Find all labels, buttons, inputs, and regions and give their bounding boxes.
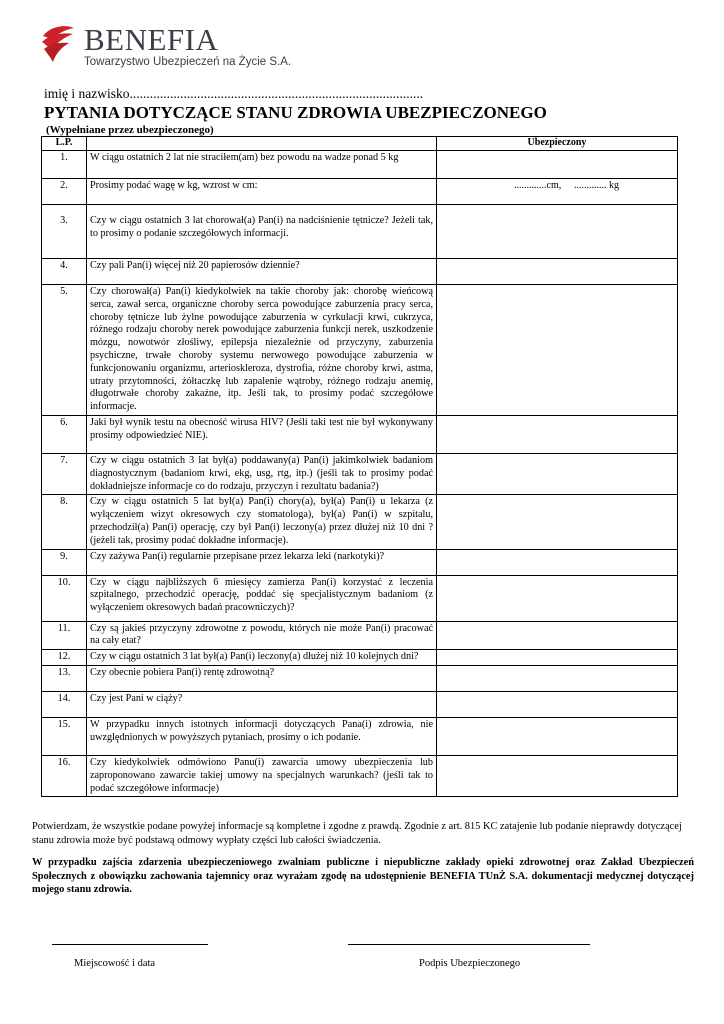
- table-row: [42, 415, 678, 453]
- question-number: 8.: [42, 495, 87, 549]
- table-row: [42, 549, 678, 575]
- table-row: [42, 650, 678, 666]
- question-text: Czy pali Pan(i) więcej niż 20 papierosów dziennie?: [87, 259, 437, 285]
- question-number: 14.: [42, 691, 87, 717]
- question-number: 12.: [42, 650, 87, 666]
- name-field-line[interactable]: imię i nazwisko.......................................................................................: [44, 86, 424, 101]
- answer-cell[interactable]: [437, 717, 678, 755]
- table-row: [42, 179, 678, 205]
- question-text: Czy w ciągu ostatnich 5 lat był(a) Pan(i) chory(a), był(a) Pan(i) u lekarza (z wyłączeniem wizyt okresowych czy stomatologa), był(a) Pan(i) w szpitalu, przechodził(a) Pan(i) operację, czy był Pan(i) leczony(a) przez dłużej niż 10 dni ? (jeżeli tak, prosimy podać dokładne informacje).: [87, 495, 437, 549]
- table-row: [42, 205, 678, 259]
- answer-cell[interactable]: [437, 179, 678, 205]
- answer-cell[interactable]: [437, 549, 678, 575]
- table-row: [42, 151, 678, 179]
- brand-name: BENEFIA: [84, 22, 219, 57]
- question-text: Prosimy podać wagę w kg, wzrost w cm:: [87, 179, 437, 205]
- answer-cell[interactable]: [437, 650, 678, 666]
- question-header: [87, 137, 437, 151]
- question-number: 2.: [42, 179, 87, 205]
- answer-cell[interactable]: [437, 453, 678, 494]
- question-number: 11.: [42, 621, 87, 650]
- table-row: [42, 755, 678, 796]
- question-text: Czy zażywa Pan(i) regularnie przepisane przez lekarza leki (narkotyki)?: [87, 549, 437, 575]
- question-text: W przypadku innych istotnych informacji dotyczących Pana(i) zdrowia, nie uwzględnionych w powyższych pytaniach, prosimy o ich podanie.: [87, 717, 437, 755]
- table-row: [42, 665, 678, 691]
- height-answer[interactable]: .............cm,: [514, 180, 562, 191]
- question-number: 16.: [42, 755, 87, 796]
- consent-statement: W przypadku zajścia zdarzenia ubezpieczeniowego zwalniam publiczne i niepubliczne zakłady opieki zdrowotnej oraz Zakład Ubezpieczeń Społecznych z obowiązku zachowania tajemnicy oraz wyrażam zgodę na udostępnienie BENEFIA TUnŻ S.A. dokumentacji medycznej dotyczącej mojego stanu zdrowia.: [32, 857, 694, 895]
- answer-cell[interactable]: [437, 621, 678, 650]
- question-text: Czy w ciągu ostatnich 3 lat był(a) Pan(i) leczony(a) dłużej niż 10 kolejnych dni?: [87, 650, 437, 666]
- table-row: [42, 621, 678, 650]
- table-row: [42, 691, 678, 717]
- benefia-logo: [40, 22, 300, 72]
- question-text: Czy w ciągu ostatnich 3 lat był(a) poddawany(a) Pan(i) jakimkolwiek badaniom diagnostycznym (badaniom krwi, ekg, usg, rtg, itp.) (jeśli tak to prosimy podać dokładniejsze informacje co do rodzaju, przyczyn i rezultatu badania?): [87, 453, 437, 494]
- table-row: [42, 717, 678, 755]
- question-text: Czy jest Pani w ciąży?: [87, 691, 437, 717]
- question-number: 10.: [42, 575, 87, 621]
- question-text: Czy obecnie pobiera Pan(i) rentę zdrowotną?: [87, 665, 437, 691]
- question-text: W ciągu ostatnich 2 lat nie straciłem(am) bez powodu na wadze ponad 5 kg: [87, 151, 437, 179]
- question-text: Czy chorował(a) Pan(i) kiedykolwiek na takie choroby jak: chorobę wieńcową serca, zawał serca, organiczne choroby serca powodujące zaburzenia pracy serca, choroby tętnicze lub żylne powodujące zaburzenia w cyrkulacji krwi, cukrzyca, różnego rodzaju choroby nerek powodujące zaburzenia funkcji nerek, uszkodzenie mózgu, nowotwór złośliwy, epilepsja niezależnie od przyczyny, zaburzenia psychiczne, trwałe choroby systemu nerwowego powodujące zaburzenia w funkcjonowaniu organizmu, arterioskleroza, dystrofia, różne choroby krwi, astma, utraty przytomności, żółtaczkę lub zapalenie wątroby, różnego rodzaju anemię, długotrwałe choroby zakaźne, itp. Jeśli tak, to prosimy podać szczegółowe informacje.: [87, 285, 437, 416]
- answer-cell[interactable]: [437, 691, 678, 717]
- question-number: 5.: [42, 285, 87, 416]
- benefia-wing-icon: [40, 22, 76, 68]
- form-title: PYTANIA DOTYCZĄCE STANU ZDROWIA UBEZPIECZONEGO: [44, 103, 547, 122]
- lp-header: L.P.: [42, 137, 87, 151]
- question-number: 13.: [42, 665, 87, 691]
- question-number: 6.: [42, 415, 87, 453]
- insured-header: Ubezpieczony: [437, 137, 678, 151]
- table-row: [42, 575, 678, 621]
- answer-cell[interactable]: [437, 285, 678, 416]
- signature-line[interactable]: [348, 944, 590, 945]
- table-row: [42, 259, 678, 285]
- question-text: Jaki był wynik testu na obecność wirusa HIV? (Jeśli taki test nie był wykonywany prosimy odpowiedzieć NIE).: [87, 415, 437, 453]
- brand-subtitle: Towarzystwo Ubezpieczeń na Życie S.A.: [84, 56, 292, 68]
- answer-cell[interactable]: [437, 415, 678, 453]
- place-date-label: Miejscowość i data: [74, 958, 156, 969]
- question-number: 7.: [42, 453, 87, 494]
- answer-cell[interactable]: [437, 665, 678, 691]
- place-date-line[interactable]: [52, 944, 208, 945]
- answer-cell[interactable]: [437, 151, 678, 179]
- answer-cell[interactable]: [437, 575, 678, 621]
- question-number: 4.: [42, 259, 87, 285]
- answer-cell[interactable]: [437, 205, 678, 259]
- signature-label: Podpis Ubezpieczonego: [419, 958, 521, 969]
- table-row: [42, 495, 678, 549]
- form-subtitle: (Wypełniane przez ubezpieczonego): [46, 124, 214, 136]
- question-number: 1.: [42, 151, 87, 179]
- answer-cell[interactable]: [437, 259, 678, 285]
- confirmation-statement: Potwierdzam, że wszystkie podane powyżej informacje są kompletne i zgodne z prawdą. Zgodnie z art. 815 KC zatajenie lub podanie nieprawdy dotyczącej stanu zdrowia może być podstawą odmowy wypłaty części lub całości świadczenia.: [32, 821, 682, 846]
- question-text: Czy w ciągu najbliższych 6 miesięcy zamierza Pan(i) korzystać z leczenia szpitalnego, przechodzić operację, poddać się specjalistycznym badaniom (z wyłączeniem okresowych badań pracowniczych)?: [87, 575, 437, 621]
- weight-answer[interactable]: ............. kg: [574, 180, 619, 191]
- question-number: 9.: [42, 549, 87, 575]
- answer-cell[interactable]: [437, 495, 678, 549]
- question-text: Czy kiedykolwiek odmówiono Panu(i) zawarcia umowy ubezpieczenia lub zaproponowano zawarcie takiej umowy na specjalnych warunkach? (jeśli tak to podać szczegółowe informacje): [87, 755, 437, 796]
- question-number: 3.: [42, 205, 87, 259]
- question-text: Czy są jakieś przyczyny zdrowotne z powodu, których nie może Pan(i) pracować na cały etat?: [87, 621, 437, 650]
- question-number: 15.: [42, 717, 87, 755]
- table-row: [42, 285, 678, 416]
- questions-table: [41, 136, 678, 797]
- table-header-row: [42, 137, 678, 151]
- question-text: Czy w ciągu ostatnich 3 lat chorował(a) Pan(i) na nadciśnienie tętnicze? Jeżeli tak, to prosimy o podanie szczegółowych informacji.: [87, 205, 437, 259]
- answer-cell[interactable]: [437, 755, 678, 796]
- table-row: [42, 453, 678, 494]
